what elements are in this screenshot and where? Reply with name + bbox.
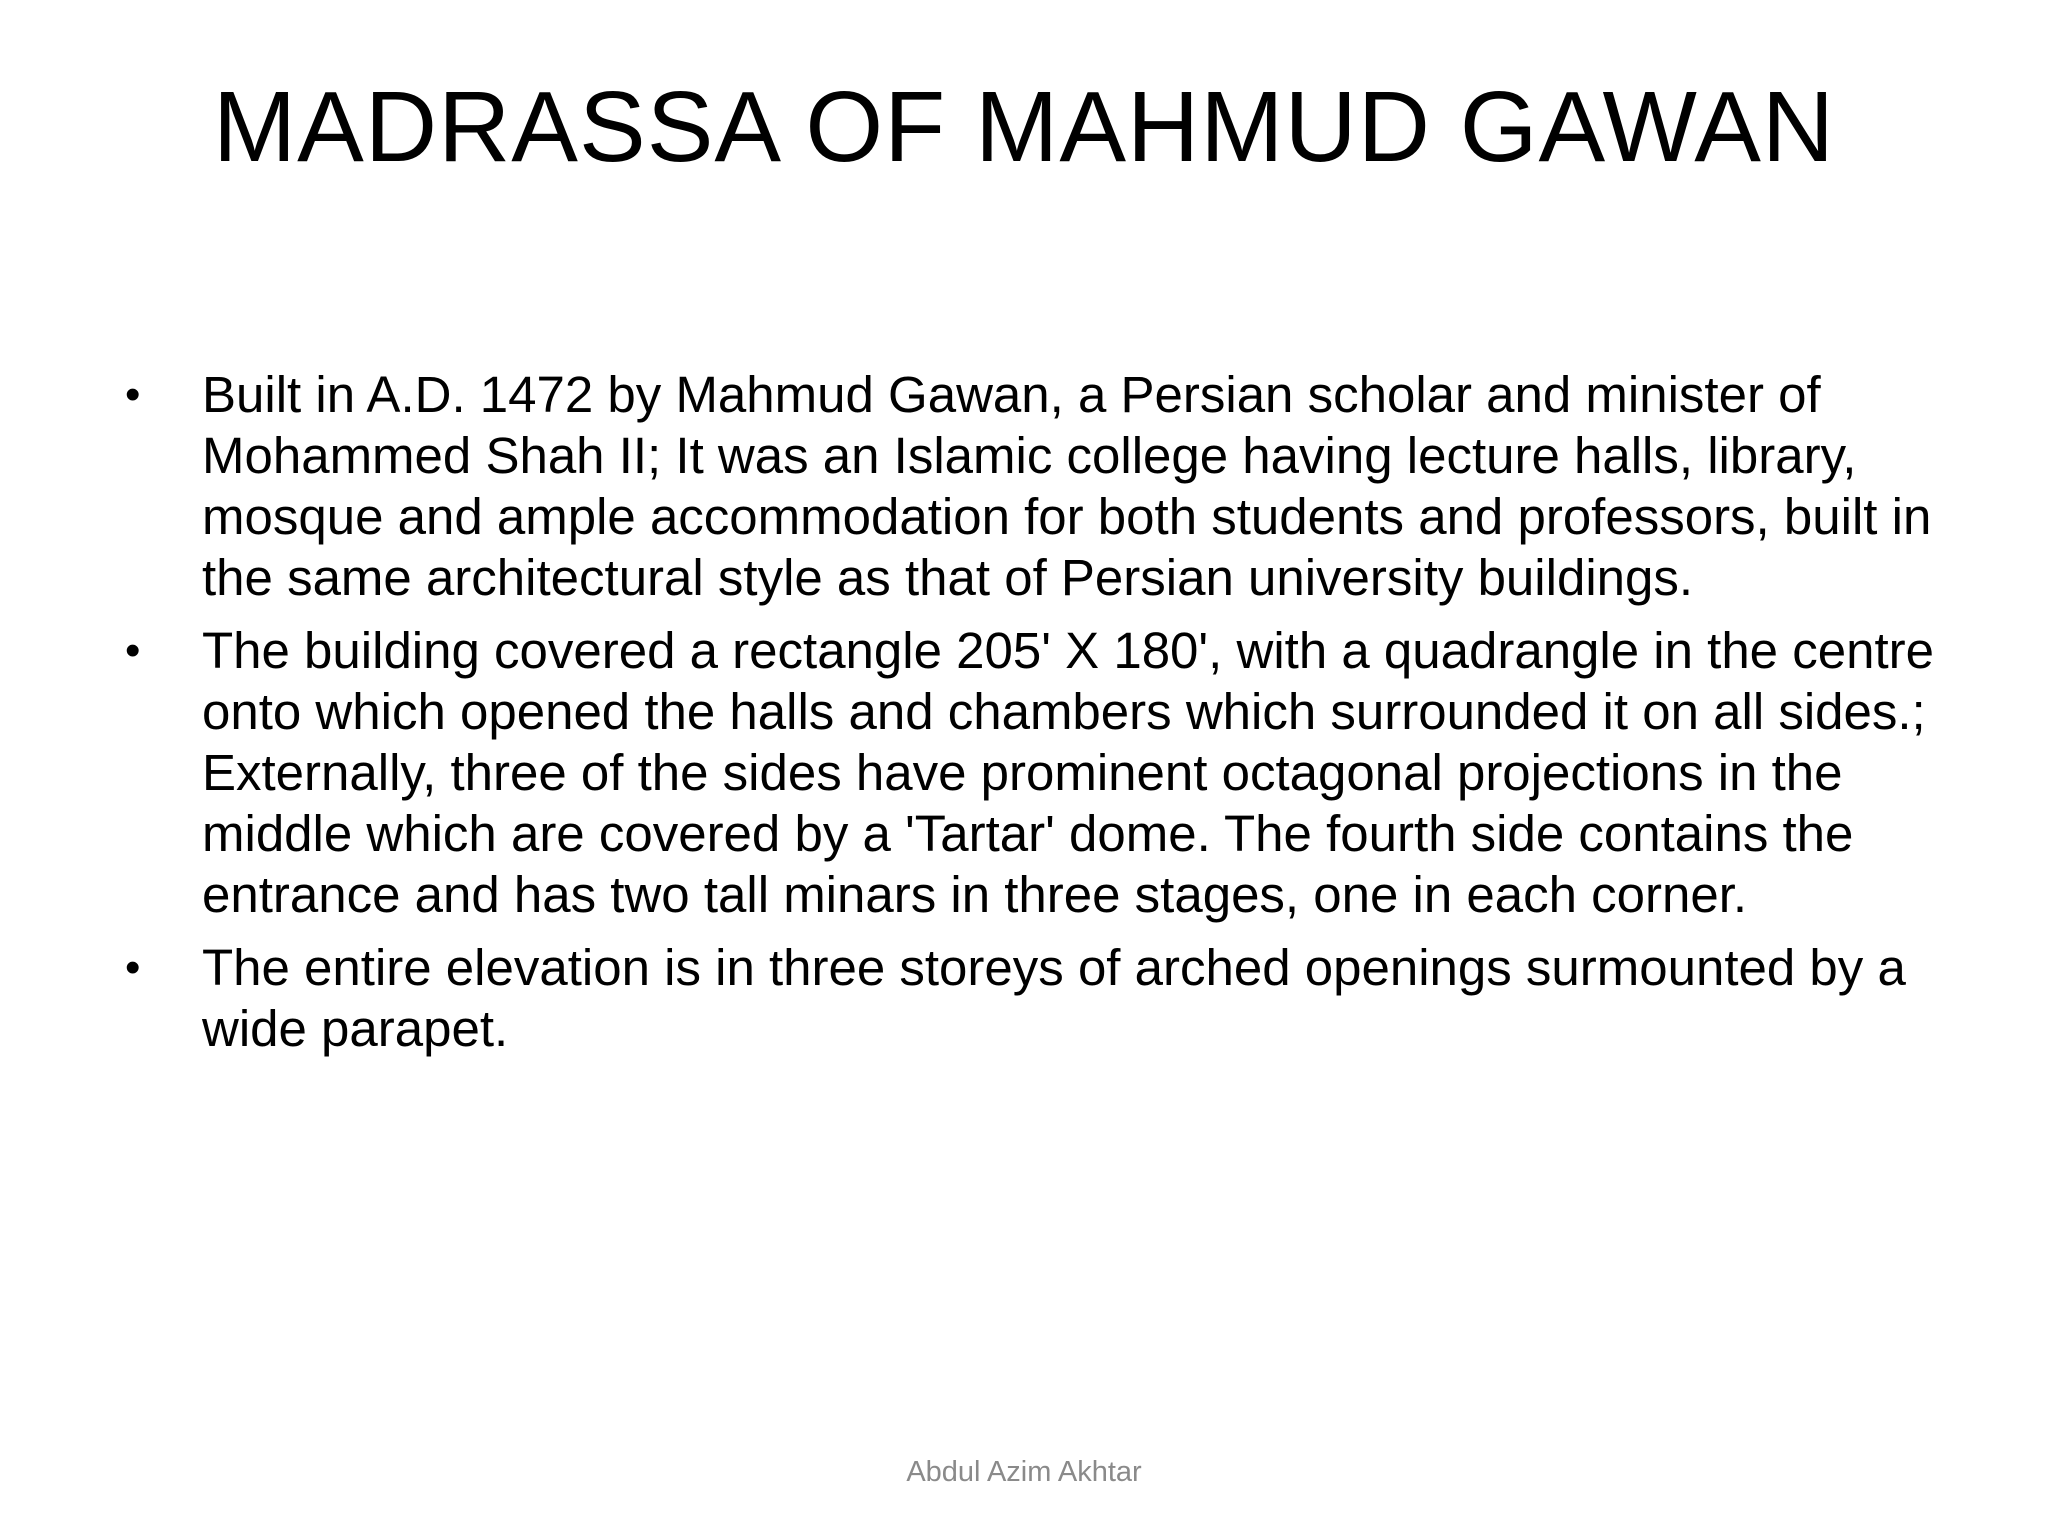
- bullet-marker: •: [125, 626, 141, 675]
- bullet-item: [120, 620, 1950, 925]
- slide-title: MADRASSA OF MAHMUD GAWAN: [212, 71, 1836, 183]
- footer-author: Abdul Azim Akhtar: [906, 1456, 1142, 1488]
- bullet-text: The building covered a rectangle 205' X 180', with a quadrangle in the centre onto which opened the halls and chambers which surrounded it on all sides.; Externally, three of the sides have prominent octagonal projections in the middle which are covered by a 'Tartar' dome. The fourth side contains the entrance and has two tall minars in three stages, one in each corner.: [202, 622, 1934, 923]
- bullet-marker: •: [125, 943, 141, 992]
- bullet-list: [120, 364, 1950, 1071]
- bullet-item: [120, 937, 1950, 1059]
- bullet-text: The entire elevation is in three storeys of arched openings surmounted by a wide parapet.: [202, 939, 1906, 1057]
- bullet-item: [120, 364, 1950, 608]
- bullet-marker: •: [125, 370, 141, 419]
- bullet-text: Built in A.D. 1472 by Mahmud Gawan, a Persian scholar and minister of Mohammed Shah II; It was an Islamic college having lecture halls, library, mosque and ample accommodation for both students and professors, built in the same architectural style as that of Persian university buildings.: [202, 366, 1932, 606]
